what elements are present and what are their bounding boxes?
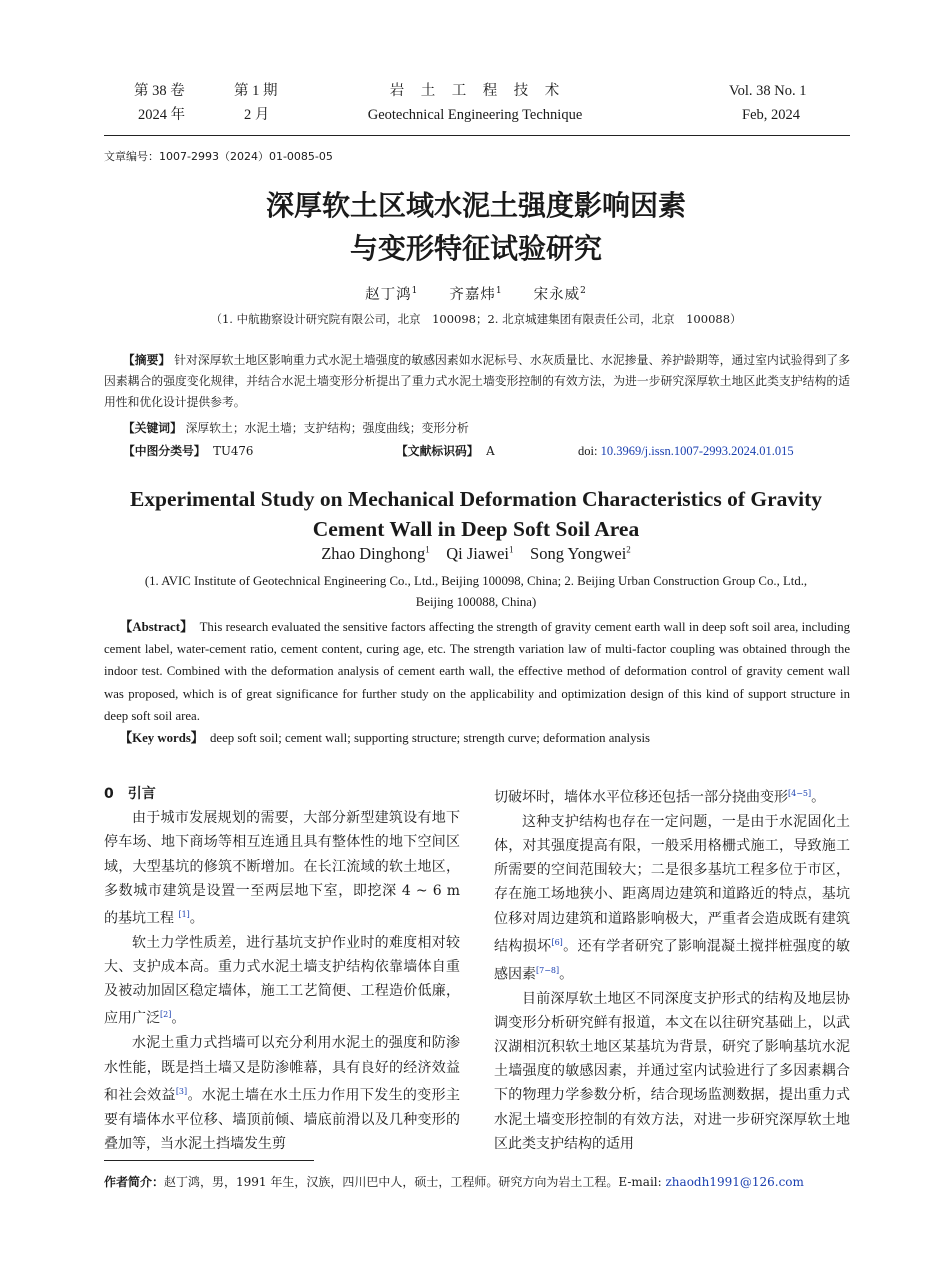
abstract-zh-label: 【摘要】 <box>122 353 171 367</box>
paragraph-text: 软土力学性质差，进行基坑支护作业时的难度相对较大、支护成本高。重力式水泥土墙支护结构依靠墙体自重及被动加固区稳定墙体，施工工艺简便、工程造价低廉，应用广泛 <box>104 934 460 1028</box>
affiliations-zh: （1. 中航勘察设计研究院有限公司，北京 100098；2. 北京城建集团有限责任公司，北京 100088） <box>210 312 742 326</box>
author-zh-sup: 1 <box>411 286 419 297</box>
author-zh-sup: 1 <box>495 286 503 297</box>
author-en-name: Song Yongwei <box>530 544 627 563</box>
affiliations-en <box>104 571 848 613</box>
author-en-sup: 2 <box>626 544 631 555</box>
paragraph-tail: 。 <box>189 910 204 927</box>
abstract-en <box>104 616 850 727</box>
paragraph-tail: 。水泥土墙在水土压力作用下发生的变形主要有墙体水平位移、墙顶前倾、墙底前滑以及几种变形的叠加等，当水泥土挡墙发生剪 <box>104 1087 461 1152</box>
doc-code-label: 【文献标识码】 <box>396 444 479 458</box>
paragraph-text: 水泥土重力式挡墙可以充分利用水泥土的强度和防渗水性能，既是挡土墙又是防渗帷幕，具有良好的经济效益和社会效益 <box>104 1035 460 1104</box>
abstract-zh <box>104 350 850 413</box>
abstract-zh-text: 针对深厚软土地区影响重力式水泥土墙强度的敏感因素如水泥标号、水灰质量比、水泥掺量、养护龄期等，通过室内试验得到了多因素耦合的强度变化规律，并结合水泥土墙变形分析提出了重力式水泥土墙变形控制的有效方法，为进一步研究深厚软土地区此类支护结构的适用性和优化设计提供参考。 <box>104 353 850 409</box>
citation-ref[interactable]: [7−8] <box>536 965 560 975</box>
footnote-text: 赵丁鸿，男，1991 年生，汉族，四川巴中人，硕士，工程师。研究方向为岩土工程。E-mail: <box>164 1175 666 1189</box>
body-left-column <box>104 782 460 1156</box>
paragraph-tail: 。 <box>559 966 574 983</box>
header-volume-en: Vol. 38 No. 1 <box>729 83 807 99</box>
keywords-zh-label: 【关键词】 <box>122 421 182 435</box>
paragraph-tail: 。 <box>811 789 826 806</box>
affiliations-en-line1: (1. AVIC Institute of Geotechnical Engineering Co., Ltd., Beijing 100098, China; 2. Beijing Urban Construction Group Co., Ltd., <box>144 574 808 588</box>
author-zh-sup: 2 <box>580 286 587 297</box>
header-year-zh: 2024 年 <box>138 107 186 123</box>
doi-label: doi: <box>578 444 601 458</box>
citation-ref[interactable]: [1] <box>178 910 190 920</box>
citation-ref[interactable]: [3] <box>175 1086 188 1096</box>
header-issue-zh: 第 1 期 <box>234 83 278 99</box>
header-journal-en: Geotechnical Engineering Technique <box>367 107 583 123</box>
doi-link[interactable]: 10.3969/j.issn.1007-2993.2024.01.015 <box>600 444 794 458</box>
paragraph-text: 由于城市发展规划的需要，大部分新型建筑设有地下停车场、地下商场等相互连通且具有整体性的地下空间区域，大型基坑的修筑不断增加。在长江流域的软土地区，多数城市建筑是设置一至两层地下室，即挖深 4 ~ 6 m 的基坑工程 <box>104 810 460 927</box>
section-heading-intro: 0 引言 <box>104 786 156 802</box>
affiliations-en-line2: Beijing 100088, China) <box>415 595 537 609</box>
paragraph <box>494 987 850 1156</box>
header-rule <box>104 135 850 136</box>
footnote-label: 作者简介： <box>104 1175 165 1189</box>
clc-number <box>123 441 253 462</box>
paragraph <box>494 782 850 810</box>
author-en-name: Qi Jiawei <box>446 544 510 563</box>
authors-zh <box>104 283 848 304</box>
author-zh-name: 赵丁鸿 <box>365 287 412 303</box>
clc-label: 【中图分类号】 <box>123 444 206 458</box>
header-date-en: Feb, 2024 <box>742 107 800 123</box>
author-en-name: Zhao Dinghong <box>321 544 426 563</box>
citation-ref[interactable]: [2] <box>160 1010 172 1020</box>
author-bio-footnote <box>104 1173 850 1191</box>
doi <box>578 441 794 462</box>
title-en <box>104 484 848 544</box>
footnote-rule <box>104 1160 314 1161</box>
paragraph-text: 这种支护结构也存在一定问题，一是由于水泥固化土体，对其强度提高有限，一般采用格栅式施工，导致施工所需要的空间范围较大；二是很多基坑工程多位于市区，存在施工场地狭小、距离周边建筑和道路近的特点，基坑位移对周边建筑和道路影响极大，严重者会造成既有建筑结构损坏 <box>494 813 850 955</box>
paragraph <box>104 1031 460 1156</box>
abstract-en-text: This research evaluated the sensitive factors affecting the strength of gravity cement earth wall in deep soft soil area, including cement label, water-cement ratio, cement content, curing age, etc. The strength variation law of multi-factor coupling was obtained through the indoor test. Combined with the deformation analysis of cement earth wall, the effective method of deformation control of gravity cement wall was proposed, which is of great significance for further study on the applicability and optimization design of this kind of support structure in deep soft soil area. <box>104 620 850 723</box>
author-zh-name: 宋永威 <box>533 287 581 303</box>
paragraph-text: 切破坏时，墙体水平位移还包括一部分挠曲变形 <box>494 789 788 806</box>
header-month-zh: 2 月 <box>244 107 270 123</box>
header-journal-zh: 岩 土 工 程 技 术 <box>389 83 561 99</box>
author-en-sup: 1 <box>425 544 430 555</box>
paragraph <box>494 810 850 987</box>
doc-code <box>396 441 495 462</box>
clc-value: TU476 <box>213 444 254 458</box>
authors-en <box>104 544 848 564</box>
header-volume-zh: 第 38 卷 <box>134 83 185 99</box>
paragraph-tail: 。 <box>171 1011 186 1028</box>
keywords-en-label: 【Key words】 <box>119 731 204 745</box>
title-zh-line1: 深厚软土区域水泥土强度影响因素 <box>265 189 686 222</box>
author-zh-name: 齐嘉炜 <box>449 287 496 303</box>
doc-code-value: A <box>486 444 495 458</box>
paragraph-text: 目前深厚软土地区不同深度支护形式的结构及地层协调变形分析研究鲜有报道，本文在以往研究基础上，以武汉湖相沉积软土地区某基坑为背景，研究了影响基坑水泥土墙强度的敏感因素，并通过室内试验进行了多因素耦合下的物理力学参数分析，结合现场监测数据，提出重力式水泥土墙变形控制的有效方法，对进一步研究深厚软土地区此类支护结构的适用 <box>494 990 850 1152</box>
paragraph <box>104 806 460 931</box>
paragraph <box>104 931 460 1031</box>
keywords-en <box>104 727 850 749</box>
keywords-en-text: deep soft soil; cement wall; supporting structure; strength curve; deformation analysis <box>210 731 650 745</box>
keywords-zh-text: 深厚软土；水泥土墙；支护结构；强度曲线；变形分析 <box>185 421 469 435</box>
citation-ref[interactable]: [4−5] <box>788 789 812 798</box>
body-right-column <box>494 782 850 1156</box>
keywords-zh <box>104 418 850 439</box>
author-en-sup: 1 <box>509 544 514 555</box>
title-zh-line2: 与变形特征试验研究 <box>349 232 602 265</box>
paragraph-tail: 。还有学者研究了影响混凝土搅拌桩强度的敏感因素 <box>494 938 851 983</box>
title-en-line1: Experimental Study on Mechanical Deformation Characteristics of Gravity <box>129 487 823 511</box>
author-email-link[interactable]: zhaodh1991@126.com <box>665 1175 804 1189</box>
article-number: 文章编号：1007-2993（2024）01-0085-05 <box>104 150 333 163</box>
abstract-en-label: 【Abstract】 <box>119 620 193 634</box>
title-en-line2: Cement Wall in Deep Soft Soil Area <box>312 517 640 541</box>
citation-ref[interactable]: [6] <box>551 937 563 947</box>
